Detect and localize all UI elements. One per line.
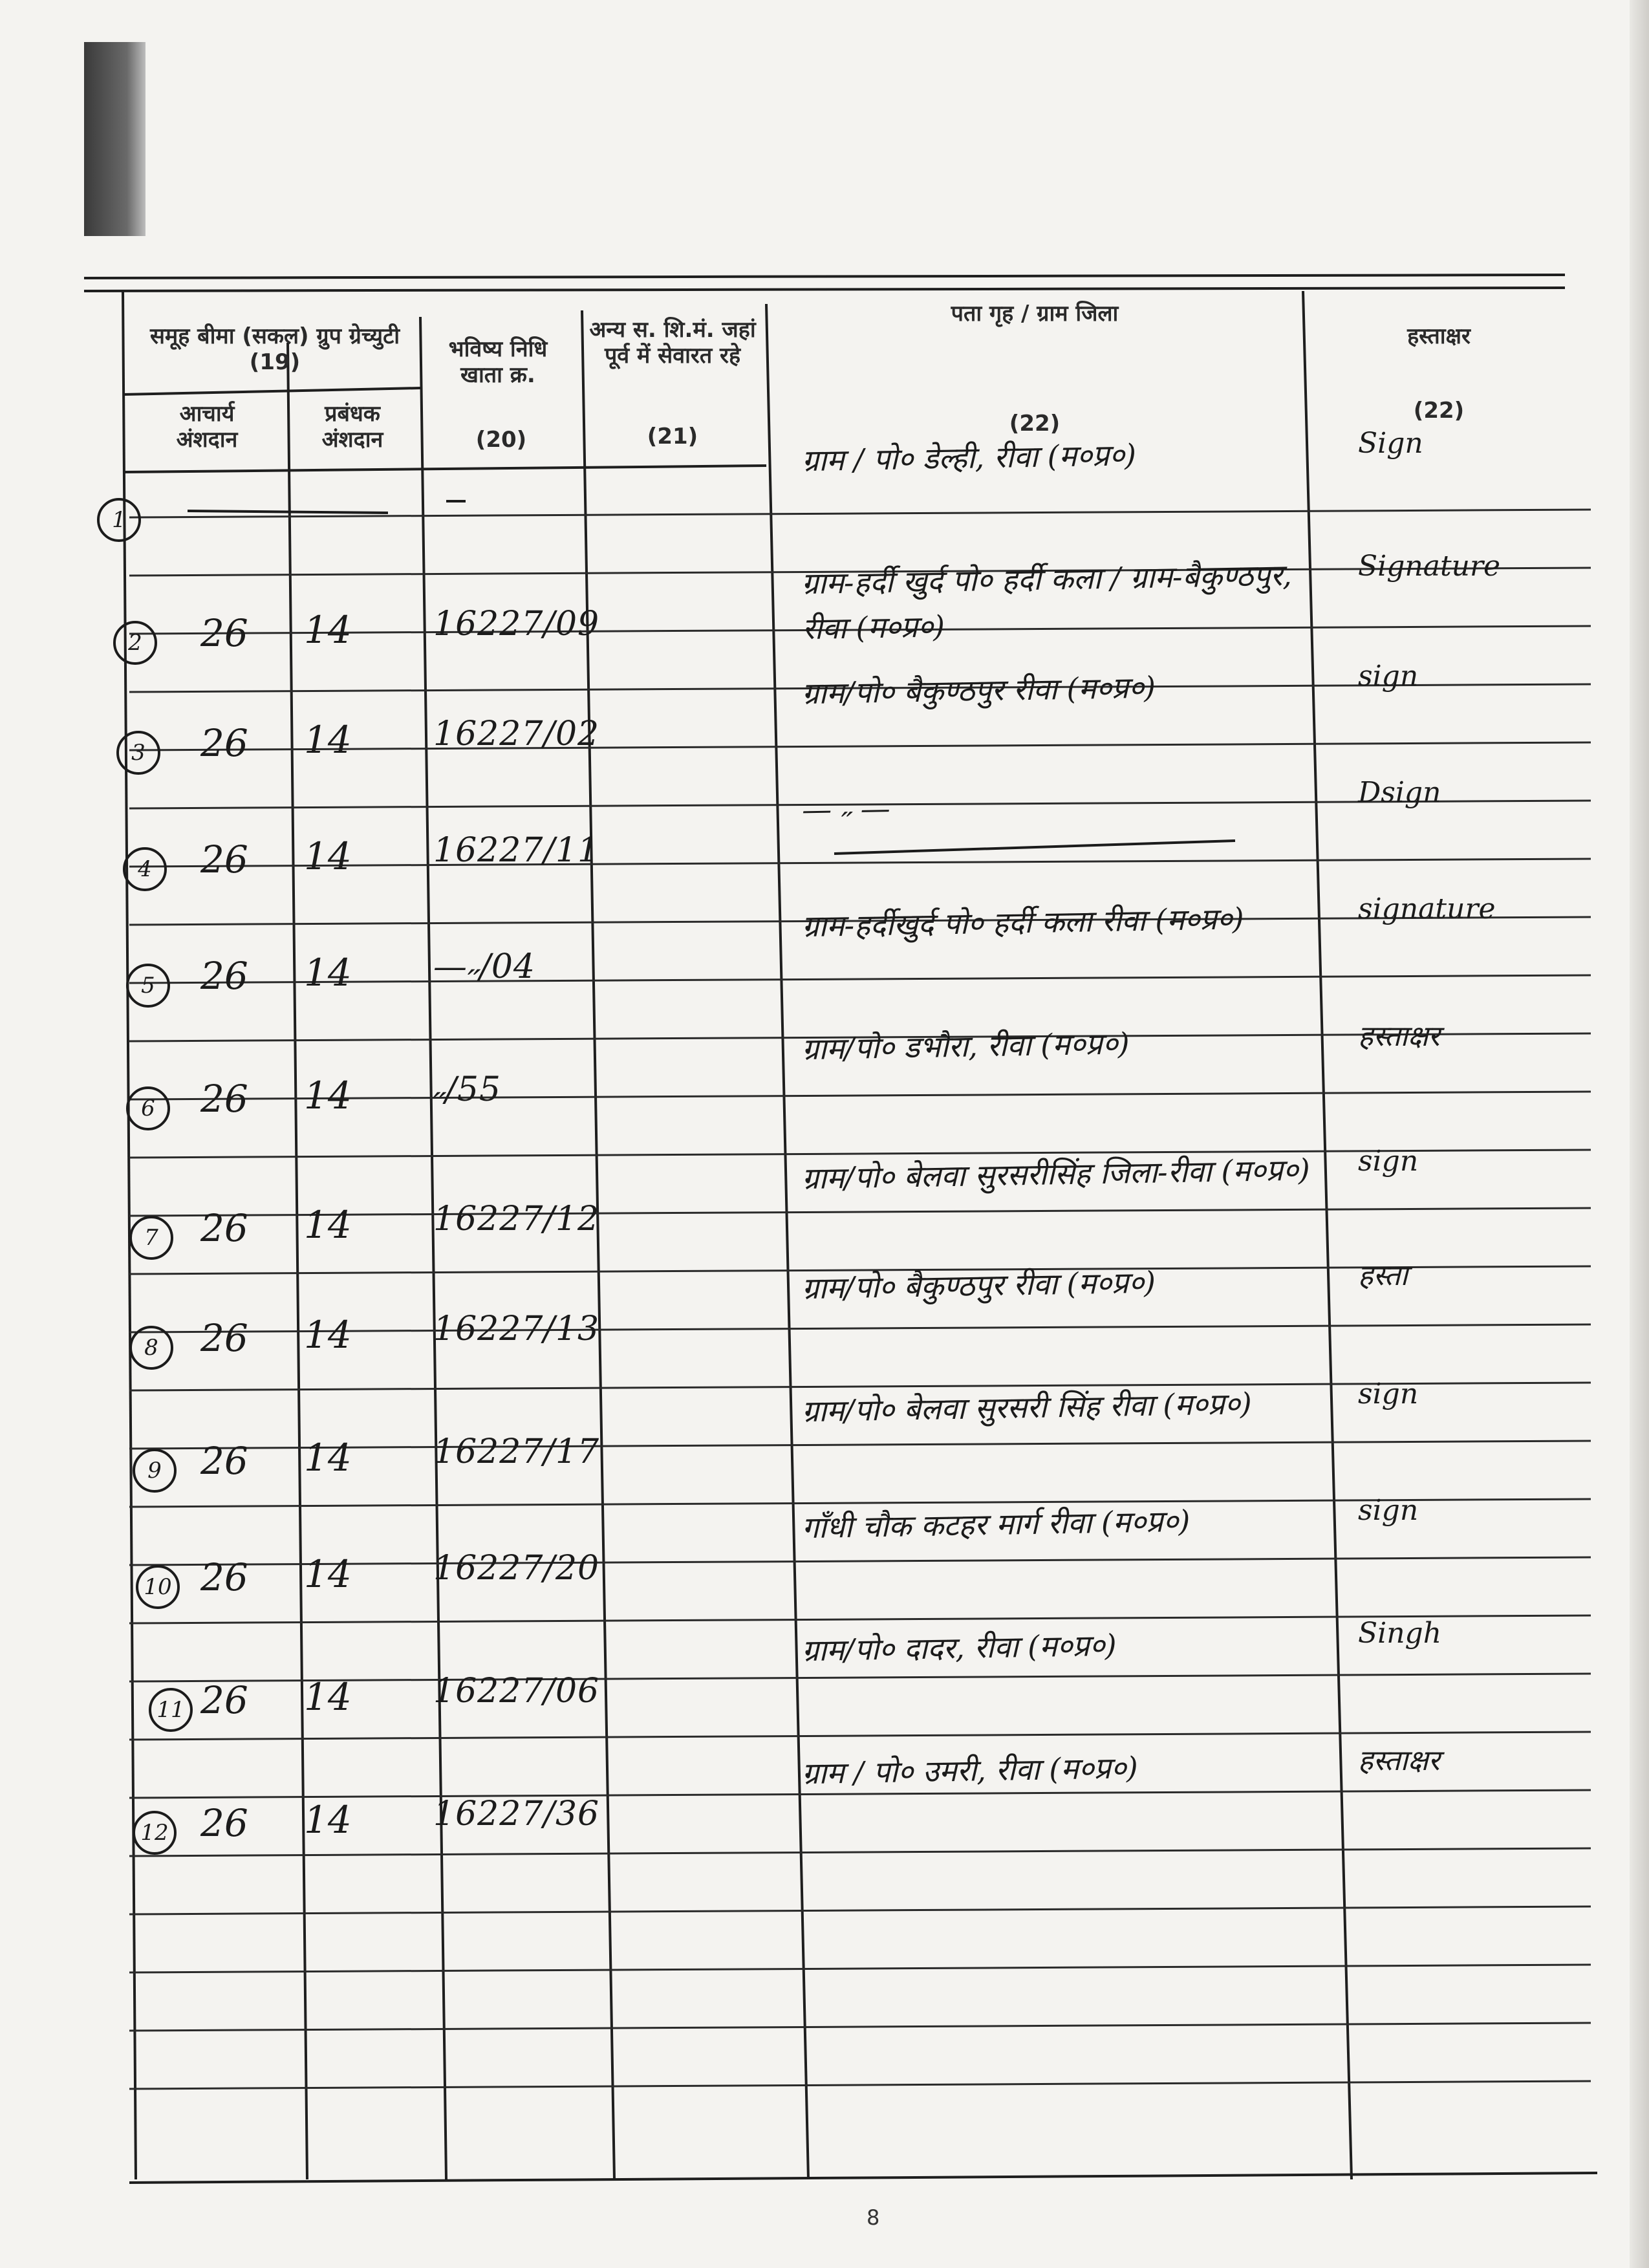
teacher-contribution: 26 — [200, 1439, 248, 1483]
header-other-school: अन्य स. शि.मं. जहां पूर्व में सेवारत रहे — [589, 317, 756, 369]
header-group-insurance: समूह बीमा (सकल) ग्रुप ग्रेच्युटी (19) — [149, 323, 400, 375]
manager-contribution: 14 — [304, 951, 352, 995]
signature: हस्ताक्षर — [1358, 1744, 1440, 1777]
teacher-contribution: 26 — [200, 721, 248, 765]
pf-account-number: 16227/09 — [433, 605, 600, 643]
teacher-contribution: 26 — [200, 1316, 248, 1360]
row-rule-line — [129, 2023, 1591, 2031]
pf-account-number: 16227/13 — [433, 1310, 600, 1348]
teacher-contribution: 26 — [200, 1077, 248, 1121]
teacher-contribution: 26 — [200, 1801, 248, 1845]
address-text: ग्राम-हर्दी खुर्द पो० हर्दी कला / ग्राम-बैकुण्ठपुर, रीवा (म०प्र०) — [801, 557, 1293, 647]
serial-number: 2 — [113, 621, 157, 665]
signature: sign — [1358, 1145, 1419, 1178]
serial-number: 11 — [149, 1688, 193, 1732]
teacher-contribution: 26 — [200, 837, 248, 881]
serial-number: 9 — [133, 1449, 177, 1493]
row-rule-line — [129, 1906, 1591, 1914]
header-pf-col-no: (20) — [475, 427, 527, 453]
pf-account-number: 16227/11 — [433, 831, 600, 870]
manager-contribution: 14 — [304, 608, 352, 652]
row-rule-line — [129, 1965, 1591, 1972]
pf-account-number: 16227/20 — [433, 1549, 600, 1588]
manager-contribution: 14 — [304, 1552, 352, 1596]
signature: Dsign — [1358, 776, 1441, 809]
teacher-contribution: 26 — [200, 1206, 248, 1250]
signature: sign — [1358, 1377, 1419, 1410]
serial-number: 3 — [116, 731, 160, 775]
serial-number: 12 — [133, 1811, 177, 1855]
manager-contribution: 14 — [304, 1203, 352, 1247]
pf-account-number: 16227/17 — [433, 1432, 600, 1471]
serial-number: 1 — [97, 498, 141, 542]
signature: sign — [1358, 1494, 1419, 1527]
header-address-col-no: (22) — [1009, 411, 1061, 437]
signature: sign — [1358, 660, 1419, 693]
teacher-contribution: 26 — [200, 611, 248, 655]
serial-number: 4 — [123, 847, 167, 891]
pf-account-number: 16227/06 — [433, 1672, 600, 1711]
header-manager-contribution: प्रबंधक अंशदान — [321, 401, 383, 453]
address-text: ग्राम/पो० डभौरा, रीवा (म०प्र०) — [801, 1026, 1130, 1067]
teacher-contribution: 26 — [200, 1555, 248, 1599]
manager-contribution: 14 — [304, 1313, 352, 1357]
signature: Sign — [1358, 427, 1423, 460]
signature: हस्ताक्षर — [1358, 1020, 1440, 1053]
address-text: ग्राम/पो० बेलवा सुरसरीसिंह जिला-रीवा (म०प्र०) — [801, 1152, 1311, 1196]
signature: Signature — [1358, 550, 1501, 583]
signature: Singh — [1358, 1617, 1442, 1650]
teacher-contribution: 26 — [200, 954, 248, 998]
signature: signature — [1358, 892, 1496, 925]
manager-contribution: 14 — [304, 1436, 352, 1480]
pf-account-number: 16227/36 — [433, 1795, 600, 1833]
address-text: ग्राम / पो० डेल्ही, रीवा (म०प्र०) — [801, 437, 1137, 479]
address-text: गाँधी चौक कटहर मार्ग रीवा (म०प्र०) — [801, 1503, 1191, 1546]
row-rule-line — [129, 1848, 1591, 1856]
address-text: — ˶ — — [801, 790, 891, 828]
header-signature: हस्ताक्षर — [1407, 323, 1471, 349]
serial-number: 10 — [136, 1565, 180, 1609]
serial-number: 6 — [126, 1086, 170, 1130]
manager-contribution: 14 — [304, 718, 352, 762]
header-teacher-contribution: आचार्य अंशदान — [176, 401, 238, 453]
pf-account-number: 16227/02 — [433, 715, 600, 753]
header-other-col-no: (21) — [647, 424, 698, 449]
header-address: पता गृह / ग्राम जिला — [951, 301, 1119, 327]
header-pf-account: भविष्य निधि खाता क्र. — [448, 336, 548, 388]
manager-contribution: 14 — [304, 834, 352, 878]
serial-number: 8 — [129, 1326, 173, 1370]
address-text: ग्राम/पो० दादर, रीवा (म०प्र०) — [801, 1627, 1117, 1669]
address-text: ग्राम/पो० बैकुण्ठपुर रीवा (म०प्र०) — [801, 669, 1156, 711]
pf-account-number: 16227/12 — [433, 1200, 600, 1238]
serial-number: 5 — [126, 964, 170, 1008]
address-text: ग्राम / पो० उमरी, रीवा (म०प्र०) — [801, 1750, 1139, 1791]
serial-number: 7 — [129, 1216, 173, 1260]
header-signature-col-no: (22) — [1413, 398, 1465, 424]
manager-contribution: 14 — [304, 1074, 352, 1118]
address-text: ग्राम/पो० बैकुण्ठपुर रीवा (म०प्र०) — [801, 1264, 1156, 1306]
row-rule-line — [129, 1732, 1591, 1740]
row-rule-line — [129, 2081, 1591, 2089]
signature: हस्ता — [1358, 1259, 1408, 1292]
pf-account-number: ˶/55 — [433, 1070, 502, 1109]
manager-contribution: 14 — [304, 1798, 352, 1842]
address-text: ग्राम/पो० बेलवा सुरसरी सिंह रीवा (म०प्र०) — [801, 1386, 1253, 1429]
address-text: ग्राम-हर्दीखुर्द पो० हर्दी कला रीवा (म०प्र०) — [801, 901, 1245, 944]
manager-contribution: 14 — [304, 1675, 352, 1719]
teacher-contribution: 26 — [200, 1678, 248, 1722]
pf-account-number: —˶/04 — [433, 947, 536, 986]
page-number: 8 — [867, 2205, 880, 2230]
